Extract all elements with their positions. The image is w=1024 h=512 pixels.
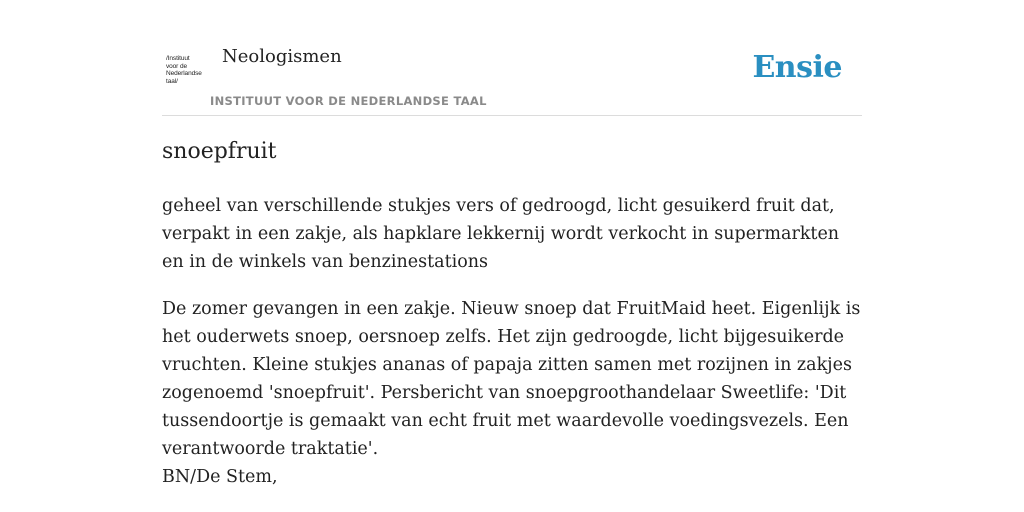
content-container (162, 0, 862, 487)
institute-logo-line: Nederlandse (166, 70, 202, 77)
publisher-name: INSTITUUT VOOR DE NEDERLANDSE TAAL (210, 94, 487, 108)
entry-definition: geheel van verschillende stukjes vers of gedroogd, licht gesuikerd fruit dat, verpakt in een zakje, als hapklare lekkernij wordt verkocht in supermarkten en in de winkels van benzinestations (162, 196, 840, 272)
header (162, 0, 862, 116)
example-source: BN/De Stem, (162, 467, 278, 487)
example-quote: De zomer gevangen in een zakje. Nieuw snoep dat FruitMaid heet. Eigenlijk is het ouderwets snoep, oersnoep zelfs. Het zijn gedroogde, licht bijgesuikerde vruchten. Kleine stukjes ananas of papaja zitten samen met rozijnen in zakjes zogenoemd 'snoepfruit'. Persbericht van snoepgroothandelaar Sweetlife: 'Dit tussendoortje is gemaakt van echt fruit met waardevolle voedingsvezels. Een verantwoorde traktatie'. (162, 299, 861, 459)
ensie-logo[interactable]: Ensie (752, 50, 842, 85)
institute-logo[interactable] (166, 55, 208, 85)
institute-logo-line: taal/ (166, 77, 178, 85)
entry-example (162, 295, 862, 491)
institute-logo-line: voor de (166, 62, 187, 70)
entry-term: snoepfruit (162, 139, 277, 164)
institute-logo-line: /Instituut (166, 55, 190, 62)
site-name[interactable]: Neologismen (222, 46, 342, 67)
